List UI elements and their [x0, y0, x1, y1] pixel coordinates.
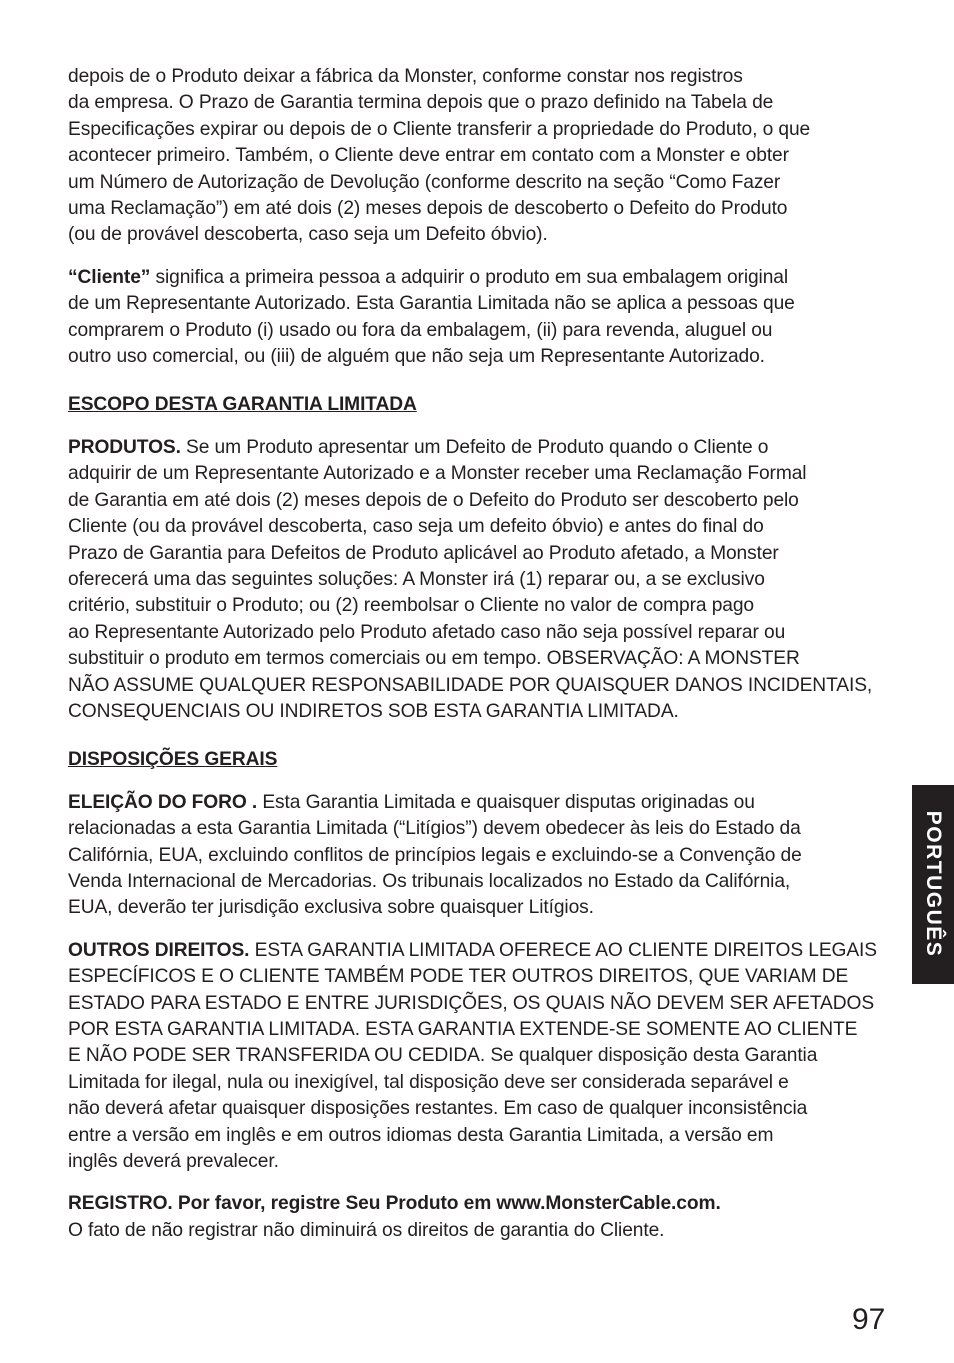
text-line: O fato de não registrar não diminuirá os direitos de garantia do Cliente.: [68, 1219, 665, 1241]
language-tab: [912, 785, 954, 984]
text-line: Califórnia, EUA, excluindo conflitos de princípios legais e excluindo-se a Convenção de: [68, 844, 802, 866]
text-line: oferecerá uma das seguintes soluções: A Monster irá (1) reparar ou, a se exclusivo: [68, 568, 765, 590]
registration-instruction: Por favor, registre Seu Produto em www.MonsterCable.com.: [172, 1193, 721, 1215]
text-line: Cliente (ou da provável descoberta, caso seja um defeito óbvio) e antes do final do: [68, 516, 764, 538]
text-line: comprarem o Produto (i) usado ou fora da embalagem, (ii) para revenda, aluguel ou: [68, 319, 773, 341]
text-fragment: Esta Garantia Limitada e quaisquer disputas originadas ou: [257, 791, 755, 813]
label-eleicao-do-foro: ELEIÇÃO DO FORO .: [68, 791, 258, 813]
label-registro: REGISTRO.: [68, 1193, 173, 1215]
text-line: substituir o produto em termos comerciais ou em tempo. OBSERVAÇÃO: A MONSTER: [68, 648, 800, 670]
text-fragment: Se um Produto apresentar um Defeito de Produto quando o Cliente o: [180, 436, 769, 458]
text-line: [68, 265, 894, 291]
text-line: [68, 435, 894, 461]
text-line: CONSEQUENCIAIS OU INDIRETOS SOB ESTA GARANTIA LIMITADA.: [68, 700, 679, 722]
paragraph-eleicao-do-foro: [68, 790, 894, 922]
text-line: inglês deverá prevalecer.: [68, 1151, 279, 1173]
text-line: Limitada for ilegal, nula ou inexigível, tal disposição deve ser considerada separável e: [68, 1071, 789, 1093]
text-line: EUA, deverão ter jurisdição exclusiva sobre quaisquer Litígios.: [68, 897, 594, 919]
paragraph-produtos: [68, 435, 894, 725]
text-line: entre a versão em inglês e em outros idiomas desta Garantia Limitada, a versão em: [68, 1124, 774, 1146]
paragraph-cliente-definition: [68, 265, 894, 371]
paragraph-registro: [68, 1191, 894, 1244]
section-heading-disposicoes: DISPOSIÇÕES GERAIS: [68, 749, 278, 771]
text-line: adquirir de um Representante Autorizado e a Monster receber uma Reclamação Formal: [68, 463, 807, 485]
text-line: acontecer primeiro. Também, o Cliente deve entrar em contato com a Monster e obter: [68, 145, 789, 167]
text-line: uma Reclamação”) em até dois (2) meses depois de descoberto o Defeito do Produto: [68, 198, 788, 220]
text-line: (ou de provável descoberta, caso seja um Defeito óbvio).: [68, 224, 548, 246]
text-line: [68, 1191, 894, 1217]
text-line: [68, 790, 894, 816]
term-cliente: “Cliente”: [68, 266, 151, 288]
text-line: Especificações expirar ou depois de o Cliente transferir a propriedade do Produto, o que: [68, 118, 811, 140]
text-line: NÃO ASSUME QUALQUER RESPONSABILIDADE POR QUAISQUER DANOS INCIDENTAIS,: [68, 674, 873, 696]
text-line: ESPECÍFICOS E O CLIENTE TAMBÉM PODE TER OUTROS DIREITOS, QUE VARIAM DE: [68, 966, 849, 988]
page-number: 97: [852, 1303, 886, 1336]
text-line: de Garantia em até dois (2) meses depois de o Defeito do Produto ser descoberto pelo: [68, 489, 799, 511]
label-produtos: PRODUTOS.: [68, 436, 181, 458]
text-line: relacionadas a esta Garantia Limitada (“Litígios”) devem obedecer às leis do Estado da: [68, 818, 801, 840]
text-line: outro uso comercial, ou (iii) de alguém que não seja um Representante Autorizado.: [68, 346, 765, 368]
page-content: [68, 64, 894, 1260]
text-line: POR ESTA GARANTIA LIMITADA. ESTA GARANTIA EXTENDE-SE SOMENTE AO CLIENTE: [68, 1019, 858, 1040]
text-fragment: significa a primeira pessoa a adquirir o produto em sua embalagem original: [150, 266, 789, 288]
text-line: ao Representante Autorizado pelo Produto afetado caso não seja possível reparar ou: [68, 621, 786, 643]
paragraph-warranty-period: [68, 64, 894, 249]
text-fragment: ESTA GARANTIA LIMITADA OFERECE AO CLIENTE DIREITOS LEGAIS: [249, 939, 877, 961]
language-tab-label: PORTUGUÊS: [922, 810, 945, 958]
text-line: um Número de Autorização de Devolução (conforme descrito na seção “Como Fazer: [68, 171, 781, 193]
text-line: de um Representante Autorizado. Esta Garantia Limitada não se aplica a pessoas que: [68, 293, 795, 315]
text-line: ESTADO PARA ESTADO E ENTRE JURISDIÇÕES, OS QUAIS NÃO DEVEM SER AFETADOS: [68, 992, 875, 1014]
paragraph-outros-direitos: [68, 938, 894, 1176]
text-line: Venda Internacional de Mercadorias. Os tribunais localizados no Estado da Califórnia,: [68, 870, 791, 892]
text-line: não deverá afetar quaisquer disposições restantes. Em caso de qualquer inconsistência: [68, 1098, 808, 1120]
text-line: [68, 938, 894, 964]
text-line: da empresa. O Prazo de Garantia termina depois que o prazo definido na Tabela de: [68, 92, 774, 114]
text-line: Prazo de Garantia para Defeitos de Produto aplicável ao Produto afetado, a Monster: [68, 542, 779, 564]
text-line: E NÃO PODE SER TRANSFERIDA OU CEDIDA. Se qualquer disposição desta Garantia: [68, 1045, 818, 1067]
label-outros-direitos: OUTROS DIREITOS.: [68, 939, 250, 961]
section-heading-escopo: ESCOPO DESTA GARANTIA LIMITADA: [68, 394, 417, 416]
text-line: depois de o Produto deixar a fábrica da Monster, conforme constar nos registros: [68, 66, 743, 87]
text-line: critério, substituir o Produto; ou (2) reembolsar o Cliente no valor de compra pago: [68, 595, 754, 617]
